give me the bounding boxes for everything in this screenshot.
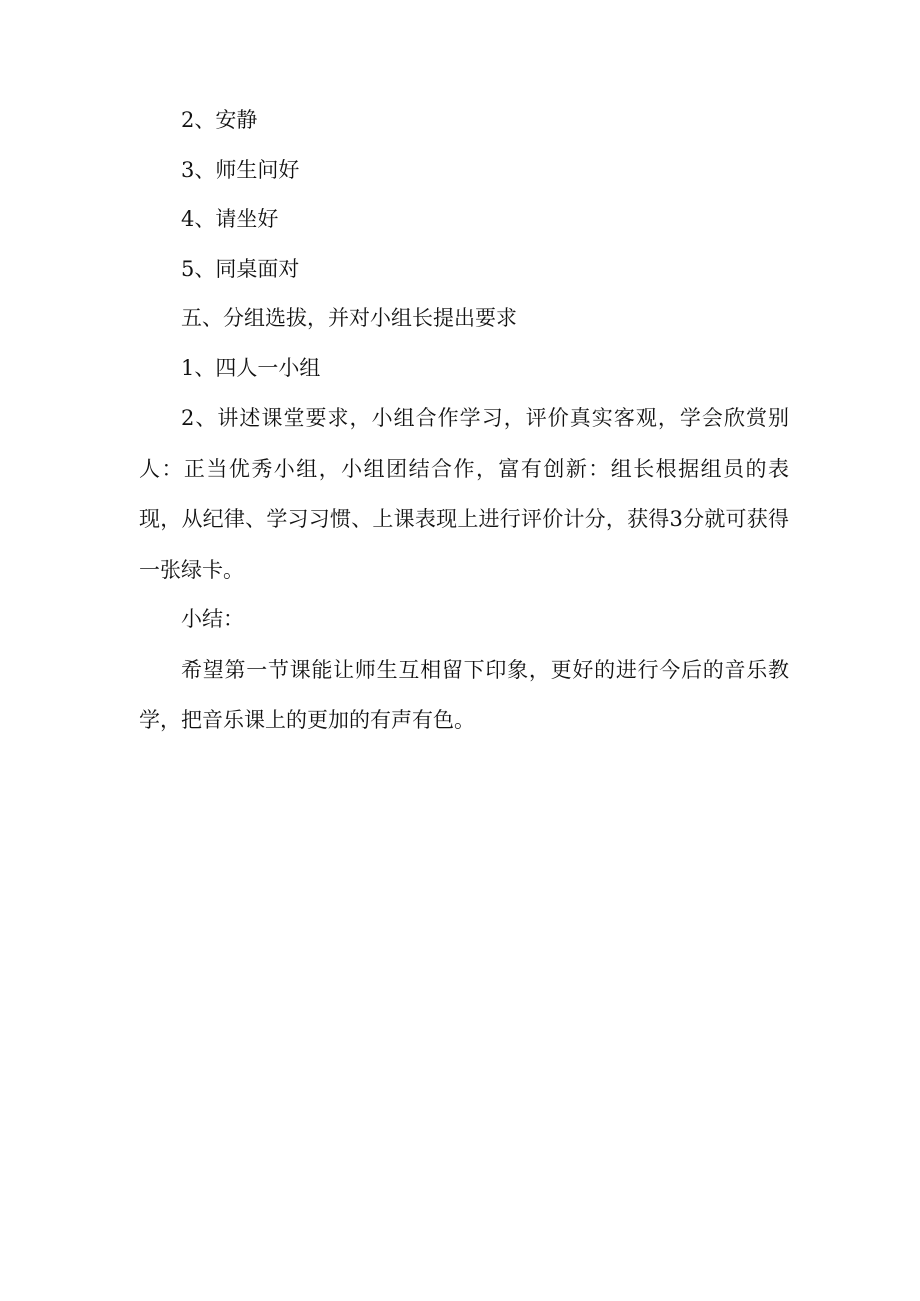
paragraph-class-requirements: 2、讲述课堂要求，小组合作学习，评价真实客观，学会欣赏别人：正当优秀小组，小组团结合作，富有创新：组长根据组员的表现，从纪律、学习习惯、上课表现上进行评价计分，获得3分就可获得一张绿卡。 bbox=[139, 406, 789, 582]
list-item-quiet: 2、安静 bbox=[181, 108, 258, 132]
paragraph-summary: 希望第一节课能让师生互相留下印象，更好的进行今后的音乐教学，把音乐课上的更加的有声有色。 bbox=[139, 657, 789, 732]
summary-heading: 小结： bbox=[181, 607, 244, 631]
list-item-greeting: 3、师生问好 bbox=[181, 157, 300, 182]
list-item-sit-down: 4、请坐好 bbox=[181, 207, 279, 231]
section-heading-grouping: 五、分组选拔，并对小组长提出要求 bbox=[181, 306, 517, 330]
list-item-face-deskmate: 5、同桌面对 bbox=[181, 256, 300, 281]
document-body bbox=[139, 96, 789, 746]
list-item-group-size: 1、四人一小组 bbox=[181, 355, 321, 380]
